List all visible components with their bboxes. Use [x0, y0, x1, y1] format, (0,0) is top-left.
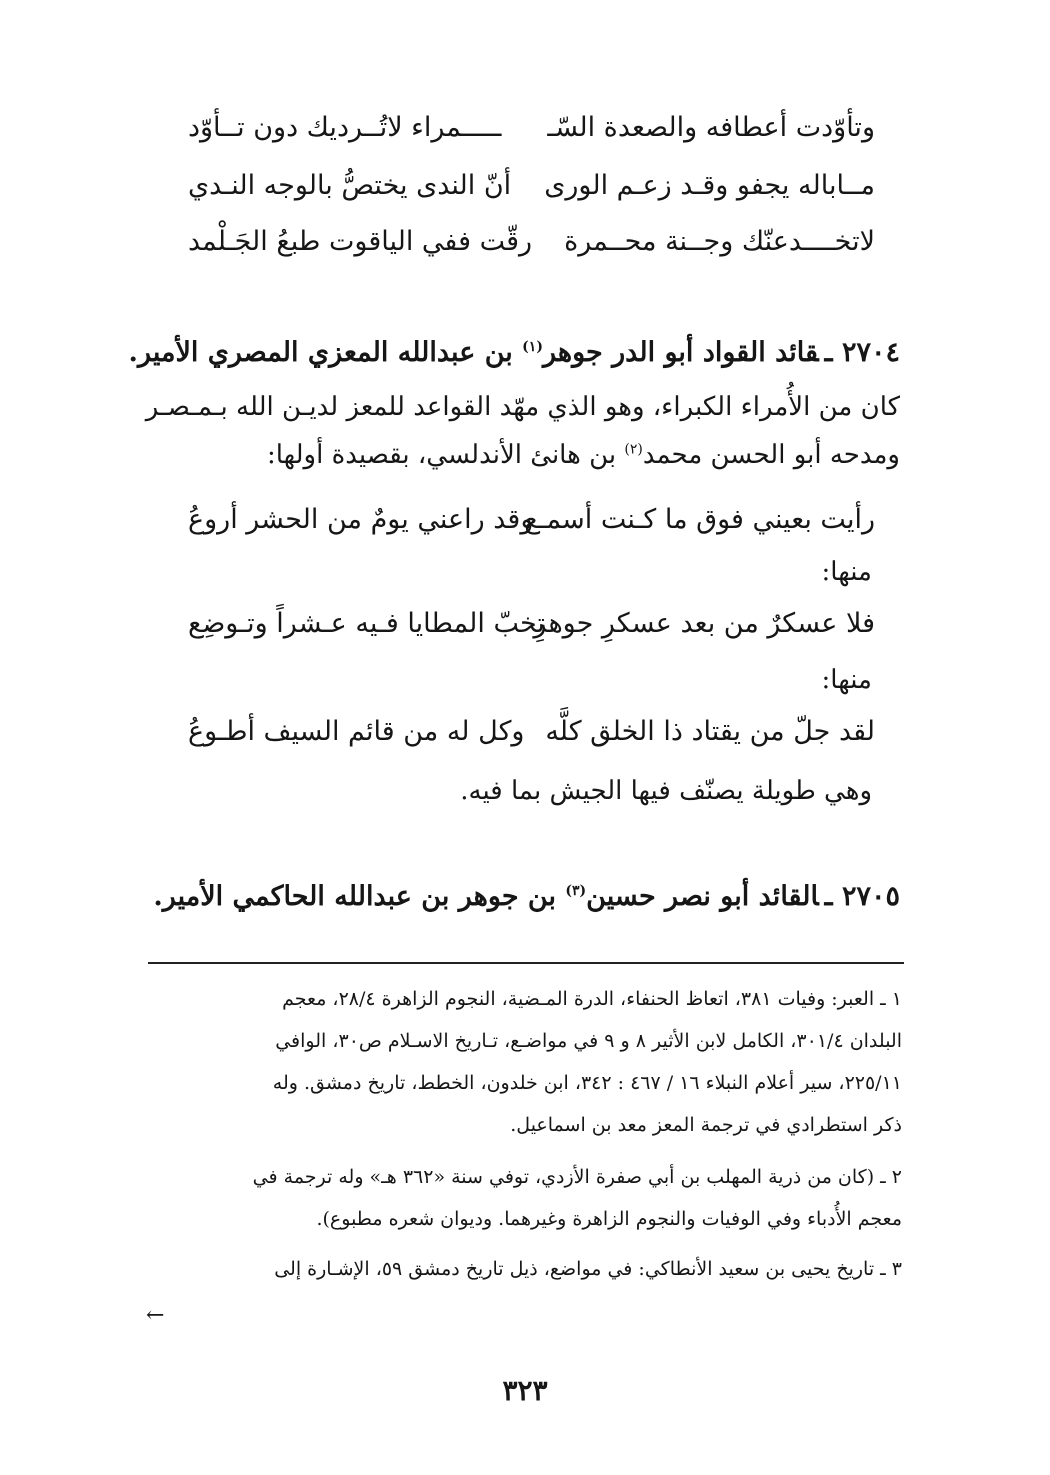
footnote-line: ٢ ـ (كان من ذرية المهلب بن أبي صفرة الأزدي، توفي سنة «٣٦٢ هـ» وله ترجمة في [252, 1166, 902, 1188]
entry-number: ٢٧٠٤ ـ [824, 337, 900, 368]
footnote-ref[interactable]: (١) [522, 339, 543, 355]
footnote-ref[interactable]: (٣) [565, 883, 587, 899]
footnote-line: البلدان ٣٠١/٤، الكامل لابن الأثير ٨ و ٩ في مواضـع، تـاريخ الاسـلام ص٣٠، الوافي [275, 1030, 902, 1052]
verse-second-hemistich: وقد راعني يومٌ من الحشر أروعُ [188, 504, 534, 535]
entry-heading-2705 [153, 872, 900, 922]
entry-title: قائد القواد أبو الدر جوهر [542, 337, 819, 368]
verse-second-hemistich: تخبّ المطايا فـيه عـشراً وتـوضِع [188, 608, 545, 639]
entry-title: القائد أبو نصر حسين [586, 881, 819, 912]
footnote-line: ذكر استطرادي في ترجمة المعز معد بن اسماعيل. [510, 1114, 902, 1136]
verse-second-hemistich: رقّت ففي الياقوت طبعُ الجَـلْمد [188, 226, 533, 257]
verse-second-hemistich: وكل له من قائم السيف أطـوعُ [188, 716, 525, 747]
entry-heading-2704 [129, 328, 900, 378]
poem-verse [0, 100, 1050, 156]
footnote-line: ٢٢٥/١١، سير أعلام النبلاء ١٦ / ٤٦٧ : ٣٤٢، ابن خلدون، الخطط، تاريخ دمشق. وله [272, 1072, 902, 1094]
minha-label: منها: [821, 557, 872, 587]
poem-verse [0, 596, 1050, 652]
verse-first-hemistich: مــاباله يجفو وقـد زعـم الورى [544, 170, 875, 201]
entry-closing-line: وهي طويلة يصنّف فيها الجيش بما فيه. [460, 776, 872, 806]
verse-first-hemistich: لاتخــــدعنّك وجــنة محــمرة [564, 226, 875, 257]
verse-first-hemistich: رأيت بعيني فوق ما كـنت أسمـع [524, 504, 875, 535]
minha-label: منها: [821, 665, 872, 695]
page-number: ٣٢٣ [502, 1374, 548, 1407]
footnote-separator [148, 962, 904, 964]
entry-title-rest: بن جوهر بن عبدالله الحاكمي الأمير. [153, 881, 566, 912]
entry-body-line [140, 432, 900, 478]
footnote-ref[interactable]: (٢) [624, 441, 643, 458]
entry-title-rest: بن عبدالله المعزي المصري الأمير. [128, 337, 523, 368]
entry-body-line: كان من الأُمراء الكبراء، وهو الذي مهّد القواعد للمعز لديـن الله بـمـصـر [145, 392, 900, 422]
continuation-arrow-icon: ← [146, 1303, 165, 1328]
footnote-line: معجم الأُدباء وفي الوفيات والنجوم الزاهرة وغيرهما. وديوان شعره مطبوع). [316, 1208, 902, 1230]
footnote-line: ١ ـ العبر: وفيات ٣٨١، اتعاظ الحنفاء، الدرة المـضية، النجوم الزاهرة ٢٨/٤، معجم [282, 988, 902, 1010]
poem-verse [0, 492, 1050, 548]
poem-verse [0, 214, 1050, 270]
verse-second-hemistich: ـــــمراء لاتُــرديك دون تــأوّد [188, 112, 502, 143]
entry-number: ٢٧٠٥ ـ [824, 881, 900, 912]
footnote-line: ٣ ـ تاريخ يحيى بن سعيد الأنطاكي: في مواضع، ذيل تاريخ دمشق ٥٩، الإشـارة إلى [274, 1258, 902, 1280]
poem-verse [0, 158, 1050, 214]
body-text: بن هانئ الأندلسي، بقصيدة أولها: [266, 440, 625, 470]
verse-second-hemistich: أنّ الندى يختصُّ بالوجه النـدي [188, 170, 512, 201]
body-text: ومدحه أبو الحسن محمد [642, 440, 900, 470]
verse-first-hemistich: لقد جلّ من يقتاد ذا الخلق كلَّه [545, 716, 875, 747]
verse-first-hemistich: فلا عسكرٌ من بعد عسكرِ جوهرِ [533, 608, 875, 639]
verse-first-hemistich: وتأوّدت أعطافه والصعدة السّـ [547, 112, 875, 143]
poem-verse [0, 704, 1050, 760]
